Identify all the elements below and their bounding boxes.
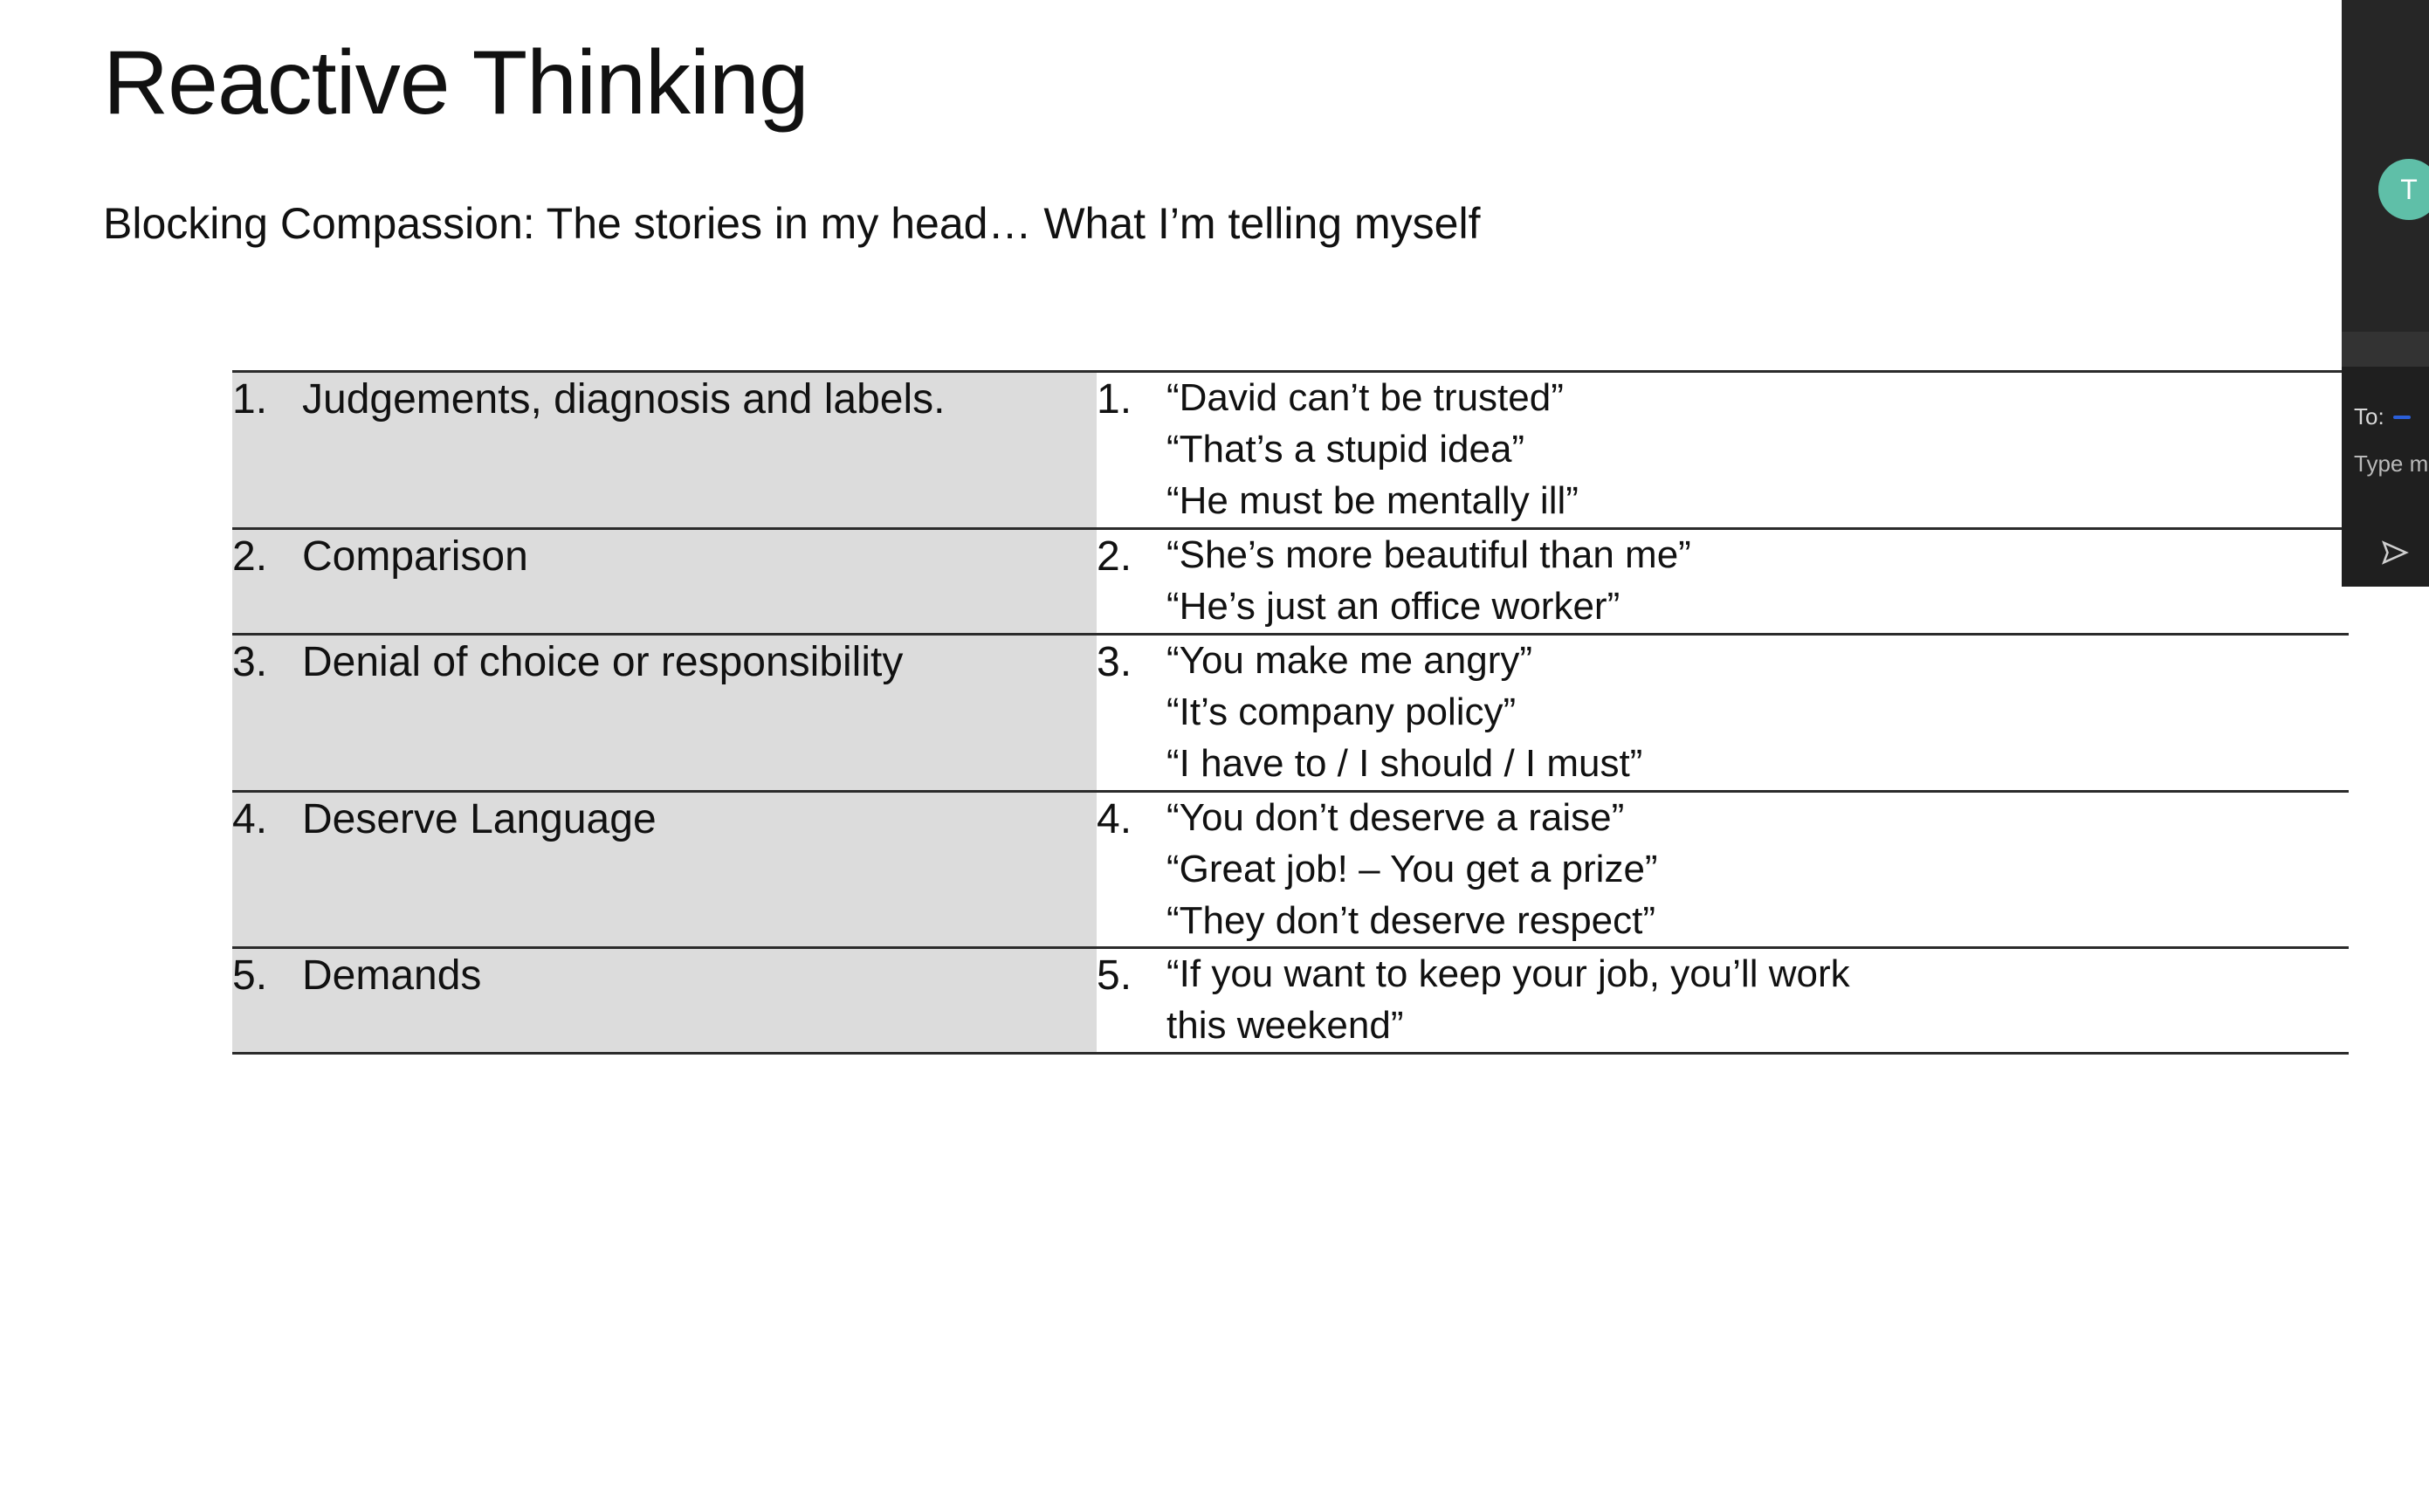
example-line: “He’s just an office worker” xyxy=(1166,584,1620,628)
example-line: “She’s more beautiful than me” xyxy=(1166,533,1691,576)
term-label: Denial of choice or responsibility xyxy=(302,638,904,685)
table-row xyxy=(232,372,2349,529)
example-line: “It’s company policy” xyxy=(1166,690,1517,733)
avatar: T xyxy=(2378,159,2429,220)
term-label: Judgements, diagnosis and labels. xyxy=(302,376,946,423)
chat-message-input[interactable]: Type m xyxy=(2354,450,2429,477)
term-label: Deserve Language xyxy=(302,795,657,842)
term-number: 2. xyxy=(232,533,268,580)
chat-recipient-row[interactable] xyxy=(2354,403,2411,430)
examples-cell xyxy=(1097,948,2349,1054)
example-line: “I have to / I should / I must” xyxy=(1166,741,1643,785)
example-line: “You make me angry” xyxy=(1166,638,1533,682)
term-cell xyxy=(232,791,1097,948)
example-line: “That’s a stupid idea” xyxy=(1166,427,1525,471)
term-cell xyxy=(232,634,1097,791)
panel-toolbar[interactable] xyxy=(2342,332,2429,367)
example-number: 4. xyxy=(1097,795,1132,842)
video-tile[interactable] xyxy=(2342,0,2429,332)
term-label: Demands xyxy=(302,952,482,1000)
examples-cell xyxy=(1097,791,2349,948)
example-line: “He must be mentally ill” xyxy=(1166,478,1579,522)
term-number: 1. xyxy=(232,376,268,423)
term-cell xyxy=(232,948,1097,1054)
example-number: 5. xyxy=(1097,952,1132,1000)
term-number: 3. xyxy=(232,638,268,685)
chat-panel xyxy=(2342,367,2429,587)
example-line: “David can’t be trusted” xyxy=(1166,376,1564,419)
term-cell xyxy=(232,528,1097,634)
meeting-side-panel xyxy=(2342,0,2429,587)
examples-cell xyxy=(1097,634,2349,791)
chat-to-label: To: xyxy=(2354,403,2384,430)
term-label: Comparison xyxy=(302,533,528,580)
term-cell xyxy=(232,372,1097,529)
table-row xyxy=(232,634,2349,791)
page-title: Reactive Thinking xyxy=(103,32,809,134)
example-line: “If you want to keep your job, you’ll work xyxy=(1166,952,1850,996)
table-row xyxy=(232,948,2349,1054)
chat-recipient-chip[interactable] xyxy=(2393,416,2411,419)
term-number: 4. xyxy=(232,795,268,842)
table-row xyxy=(232,791,2349,948)
example-line: “They don’t deserve respect” xyxy=(1166,898,1656,942)
term-number: 5. xyxy=(232,952,268,1000)
example-line: “You don’t deserve a raise” xyxy=(1166,795,1625,839)
example-line: this weekend” xyxy=(1166,1004,1404,1048)
example-line: “Great job! – You get a prize” xyxy=(1166,847,1658,890)
example-number: 1. xyxy=(1097,376,1132,423)
send-icon[interactable] xyxy=(2380,538,2410,567)
example-number: 2. xyxy=(1097,533,1132,580)
table-row xyxy=(232,528,2349,634)
examples-cell xyxy=(1097,372,2349,529)
examples-cell xyxy=(1097,528,2349,634)
reactive-thinking-table xyxy=(232,370,2349,1055)
slide-subtitle: Blocking Compassion: The stories in my head… What I’m telling myself xyxy=(103,199,1481,248)
example-number: 3. xyxy=(1097,638,1132,685)
